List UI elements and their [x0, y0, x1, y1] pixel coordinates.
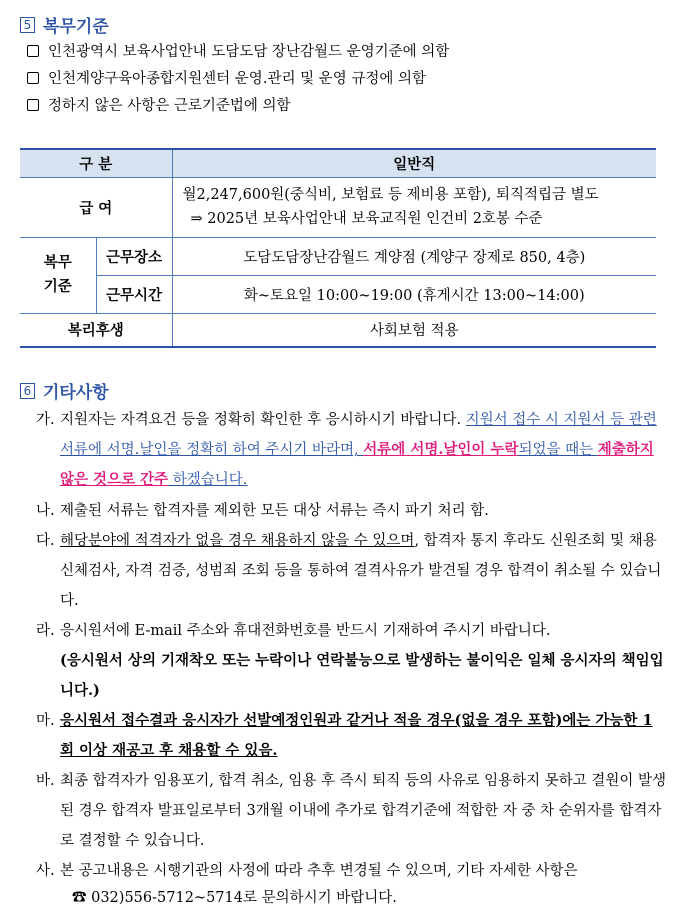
pay-line-1: 월2,247,600원(중식비, 보험료 등 제비용 포함), 퇴직적립금 별도 [182, 187, 599, 203]
da-text-1: 해당분야에 적격자가 없을 경우 채용하지 않을 수 있으며 [60, 533, 415, 549]
notice-item-da [36, 526, 666, 616]
checklist-text: 인천계양구육아종합지원센터 운영․관리 및 운영 규정에 의함 [48, 71, 427, 87]
item-text: 응시원서 접수결과 응시자가 선발예정인원과 같거나 적을 경우(없을 경우 포함)에는 가능한 1회 이상 재공고 후 채용할 수 있음. [60, 712, 653, 759]
checkbox-icon [27, 45, 39, 57]
notice-item-ga [36, 405, 666, 495]
notice-item-ba [36, 766, 666, 856]
workplace-value: 도담도담장난감월드 계양점 (계양구 장제로 850, 4층) [172, 237, 656, 275]
item-marker: 라. [36, 623, 55, 639]
pay-line-2: ⇒ 2025년 보육사업안내 보육교직원 인건비 2호봉 수준 [190, 211, 543, 227]
table-row-welfare [20, 313, 656, 347]
checklist-text: 정하지 않은 사항은 근로기준법에 의함 [48, 98, 291, 114]
item-text [36, 526, 666, 616]
employment-conditions-table [20, 148, 656, 348]
item-marker: 마. [36, 713, 55, 729]
welfare-value: 사회보험 적용 [172, 313, 656, 347]
ga-text-6: 하겠습니다. [168, 472, 248, 488]
checklist-item [27, 94, 291, 115]
notice-item-ra [36, 616, 666, 646]
item-marker: 가. [36, 412, 55, 428]
item-marker: 사. [36, 863, 55, 879]
item-marker: 다. [36, 533, 55, 549]
checklist-item [27, 40, 449, 61]
section-6-title: 기타사항 [43, 383, 109, 403]
hours-label: 근무시간 [96, 275, 172, 313]
pay-label: 급 여 [20, 177, 172, 237]
item-text: 응시원서에 E-mail 주소와 휴대전화번호를 반드시 기재하여 주시기 바랍니다. [60, 623, 551, 639]
section-number-5: 5 [20, 17, 35, 33]
notice-ra-note [60, 646, 666, 706]
section-5-title: 복무기준 [43, 17, 109, 37]
section-5-header [20, 12, 109, 37]
checkbox-icon [27, 99, 39, 111]
item-text: 최종 합격자가 임용포기, 합격 취소, 임용 후 즉시 퇴직 등의 사유로 임용하지 못하고 결원이 발생된 경우 합격자 발표일로부터 3개월 이내에 추가로 합격기준에 적합한 자 중 차 순위자를 합격자로 결정할 수 있습니다. [60, 773, 667, 849]
ga-text-2: 지원서 접수 시 지원서 등 관련 서류에 서명․날인을 정확히 하여 주시기 바라며, [60, 412, 657, 458]
service-label-line-1: 복무 [43, 255, 72, 271]
ga-text-3: 서류에 서명․날인이 누락 [363, 441, 519, 458]
workplace-label: 근무장소 [96, 237, 172, 275]
ga-text-5: 제출하지 않은 것으로 간주 [60, 441, 654, 488]
hours-value: 화~토요일 10:00~19:00 (휴게시간 13:00~14:00) [172, 275, 656, 313]
table-header-row [20, 149, 656, 177]
ga-text-4: 되었을 때는 [518, 442, 598, 458]
checklist-item [27, 67, 426, 88]
ra-note-text: (응시원서 상의 기재착오 또는 누락이나 연락불능으로 발생하는 불이익은 일체 응시자의 책임입니다.) [60, 652, 664, 699]
item-text: 제출된 서류는 합격자를 제외한 모든 대상 서류는 즉시 파기 처리 함. [60, 503, 489, 519]
contact-text: ☎ 032)556-5712~5714로 문의하시기 바랍니다. [72, 890, 397, 906]
item-marker: 나. [36, 503, 55, 519]
item-text: 본 공고내용은 시행기관의 사정에 따라 추후 변경될 수 있으며, 기타 자세한 사항은 [60, 863, 578, 879]
checkbox-icon [27, 72, 39, 84]
section-number-6: 6 [20, 383, 35, 399]
da-text-2: , 합격자 통지 후라도 신원조회 및 채용신체검사, 자격 검증, 성범죄 조회 등을 통하여 결격사유가 발견될 경우 합격이 취소될 수 있습니다. [60, 533, 662, 609]
header-general: 일반직 [172, 149, 656, 177]
notice-item-ma [36, 706, 666, 766]
notice-item-sa [36, 856, 666, 886]
welfare-label: 복리후생 [20, 313, 172, 347]
pay-value [172, 177, 656, 237]
item-text [36, 405, 666, 495]
table-row-hours [20, 275, 656, 313]
service-label-line-2: 기준 [43, 279, 72, 295]
service-standard-label [20, 237, 96, 313]
notice-item-na [36, 496, 666, 526]
header-category: 구 분 [20, 149, 172, 177]
ga-text-1: 지원자는 자격요건 등을 정확히 확인한 후 응시하시기 바랍니다. [60, 412, 466, 428]
item-marker: 바. [36, 773, 55, 789]
table-row-pay [20, 177, 656, 237]
section-6-header [20, 378, 109, 403]
table-row-workplace [20, 237, 656, 275]
checklist-text: 인천광역시 보육사업안내 도담도담 장난감월드 운영기준에 의함 [48, 44, 450, 60]
contact-line [72, 886, 397, 907]
